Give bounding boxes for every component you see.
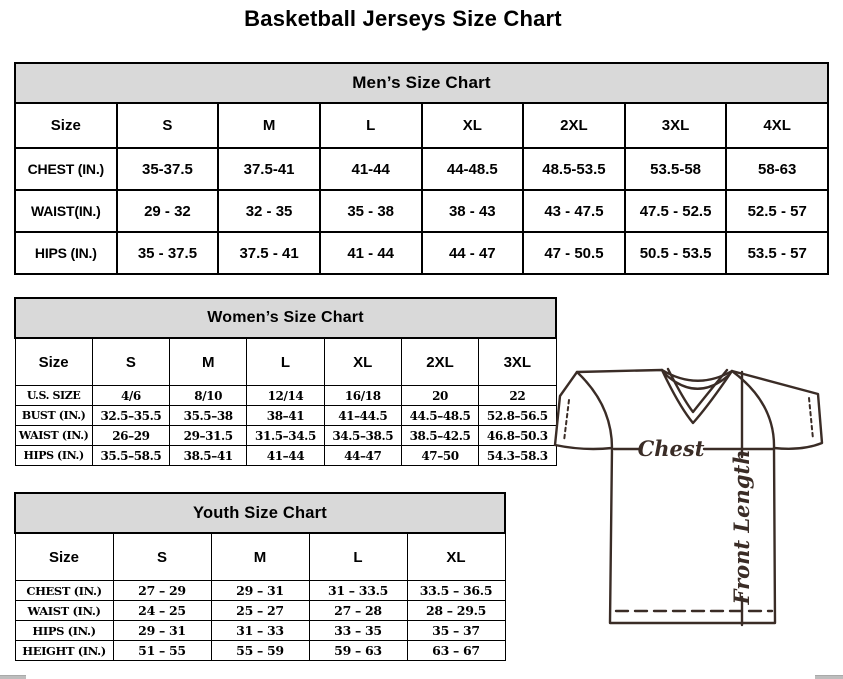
men-cell: 48.5-53.5 — [523, 148, 625, 190]
youth-chart-title: Youth Size Chart — [15, 493, 505, 533]
youth-size-chart-table — [14, 492, 506, 661]
men-cell: 38 - 43 — [422, 190, 524, 232]
youth-column-header: Size — [15, 533, 113, 581]
women-cell: 16/18 — [324, 386, 401, 406]
youth-row-label: HEIGHT (IN.) — [15, 641, 113, 661]
men-column-header: Size — [15, 103, 117, 148]
women-cell: 8/10 — [170, 386, 247, 406]
men-cell: 37.5 - 41 — [218, 232, 320, 274]
women-cell: 38–41 — [247, 406, 324, 426]
women-cell: 52.8–56.5 — [479, 406, 556, 426]
women-cell: 35.5–38 — [170, 406, 247, 426]
men-chart-title: Men’s Size Chart — [15, 63, 828, 103]
men-row-label: WAIST(IN.) — [15, 190, 117, 232]
women-cell: 47–50 — [401, 446, 478, 466]
women-row-label: BUST (IN.) — [15, 406, 92, 426]
youth-cell: 24 – 25 — [113, 601, 211, 621]
youth-row-label: HIPS (IN.) — [15, 621, 113, 641]
youth-table-row — [15, 621, 505, 641]
women-chart-title: Women’s Size Chart — [15, 298, 556, 338]
youth-cell: 55 – 59 — [211, 641, 309, 661]
men-column-header: S — [117, 103, 219, 148]
horizontal-scrollbar-fragment-left[interactable] — [0, 675, 26, 679]
men-cell: 53.5 - 57 — [726, 232, 828, 274]
jersey-outline-icon — [552, 361, 843, 679]
youth-cell: 33.5 – 36.5 — [407, 581, 505, 601]
men-column-header: 3XL — [625, 103, 727, 148]
men-column-header: 2XL — [523, 103, 625, 148]
women-table-row — [15, 406, 556, 426]
youth-cell: 33 – 35 — [309, 621, 407, 641]
men-cell: 47.5 - 52.5 — [625, 190, 727, 232]
youth-row-label: CHEST (IN.) — [15, 581, 113, 601]
women-cell: 4/6 — [92, 386, 169, 406]
men-column-header: 4XL — [726, 103, 828, 148]
womens-size-chart-table — [14, 297, 557, 466]
women-column-header: M — [170, 338, 247, 386]
youth-cell: 31 – 33.5 — [309, 581, 407, 601]
women-cell: 44.5–48.5 — [401, 406, 478, 426]
men-cell: 58-63 — [726, 148, 828, 190]
men-table-row — [15, 190, 828, 232]
youth-column-header: S — [113, 533, 211, 581]
youth-cell: 25 – 27 — [211, 601, 309, 621]
women-cell: 26–29 — [92, 426, 169, 446]
page-title: Basketball Jerseys Size Chart — [244, 6, 562, 31]
men-column-header: M — [218, 103, 320, 148]
women-column-header: L — [247, 338, 324, 386]
women-table-row — [15, 426, 556, 446]
youth-row-label: WAIST (IN.) — [15, 601, 113, 621]
youth-table-row — [15, 601, 505, 621]
youth-cell: 29 – 31 — [211, 581, 309, 601]
men-cell: 50.5 - 53.5 — [625, 232, 727, 274]
women-column-header: Size — [15, 338, 92, 386]
men-cell: 35 - 38 — [320, 190, 422, 232]
mens-size-chart-table — [14, 62, 829, 275]
jersey-measurement-diagram — [552, 361, 843, 679]
men-column-header: XL — [422, 103, 524, 148]
women-cell: 22 — [479, 386, 556, 406]
women-column-header: XL — [324, 338, 401, 386]
men-cell: 35 - 37.5 — [117, 232, 219, 274]
youth-table-row — [15, 581, 505, 601]
women-table-row — [15, 386, 556, 406]
women-cell: 12/14 — [247, 386, 324, 406]
front-length-label: Front Length — [729, 449, 754, 605]
women-table-row — [15, 446, 556, 466]
youth-cell: 27 – 29 — [113, 581, 211, 601]
men-cell: 53.5-58 — [625, 148, 727, 190]
youth-cell: 29 – 31 — [113, 621, 211, 641]
youth-table-row — [15, 641, 505, 661]
women-row-label: HIPS (IN.) — [15, 446, 92, 466]
women-cell: 31.5–34.5 — [247, 426, 324, 446]
women-row-label: U.S. SIZE — [15, 386, 92, 406]
women-cell: 34.5–38.5 — [324, 426, 401, 446]
women-cell: 29–31.5 — [170, 426, 247, 446]
women-cell: 32.5–35.5 — [92, 406, 169, 426]
women-cell: 46.8–50.3 — [479, 426, 556, 446]
men-column-header: L — [320, 103, 422, 148]
women-column-header: 3XL — [479, 338, 556, 386]
men-table-row — [15, 148, 828, 190]
women-cell: 38.5–41 — [170, 446, 247, 466]
men-cell: 29 - 32 — [117, 190, 219, 232]
men-row-label: HIPS (IN.) — [15, 232, 117, 274]
men-cell: 41 - 44 — [320, 232, 422, 274]
men-cell: 43 - 47.5 — [523, 190, 625, 232]
women-column-header: S — [92, 338, 169, 386]
men-cell: 44 - 47 — [422, 232, 524, 274]
women-column-header: 2XL — [401, 338, 478, 386]
horizontal-scrollbar-fragment-right[interactable] — [815, 675, 843, 679]
men-row-label: CHEST (IN.) — [15, 148, 117, 190]
youth-cell: 28 – 29.5 — [407, 601, 505, 621]
women-cell: 44–47 — [324, 446, 401, 466]
men-cell: 37.5-41 — [218, 148, 320, 190]
men-table-row — [15, 232, 828, 274]
men-cell: 47 - 50.5 — [523, 232, 625, 274]
youth-cell: 27 – 28 — [309, 601, 407, 621]
women-cell: 41–44.5 — [324, 406, 401, 426]
men-cell: 35-37.5 — [117, 148, 219, 190]
youth-cell: 59 – 63 — [309, 641, 407, 661]
youth-cell: 63 – 67 — [407, 641, 505, 661]
women-cell: 20 — [401, 386, 478, 406]
youth-column-header: M — [211, 533, 309, 581]
women-row-label: WAIST (IN.) — [15, 426, 92, 446]
men-cell: 41-44 — [320, 148, 422, 190]
men-cell: 52.5 - 57 — [726, 190, 828, 232]
women-cell: 38.5–42.5 — [401, 426, 478, 446]
chest-label: Chest — [637, 436, 705, 461]
youth-column-header: XL — [407, 533, 505, 581]
men-cell: 32 - 35 — [218, 190, 320, 232]
youth-cell: 31 – 33 — [211, 621, 309, 641]
youth-cell: 51 – 55 — [113, 641, 211, 661]
youth-column-header: L — [309, 533, 407, 581]
youth-cell: 35 – 37 — [407, 621, 505, 641]
men-cell: 44-48.5 — [422, 148, 524, 190]
women-cell: 41–44 — [247, 446, 324, 466]
women-cell: 35.5–58.5 — [92, 446, 169, 466]
women-cell: 54.3–58.3 — [479, 446, 556, 466]
